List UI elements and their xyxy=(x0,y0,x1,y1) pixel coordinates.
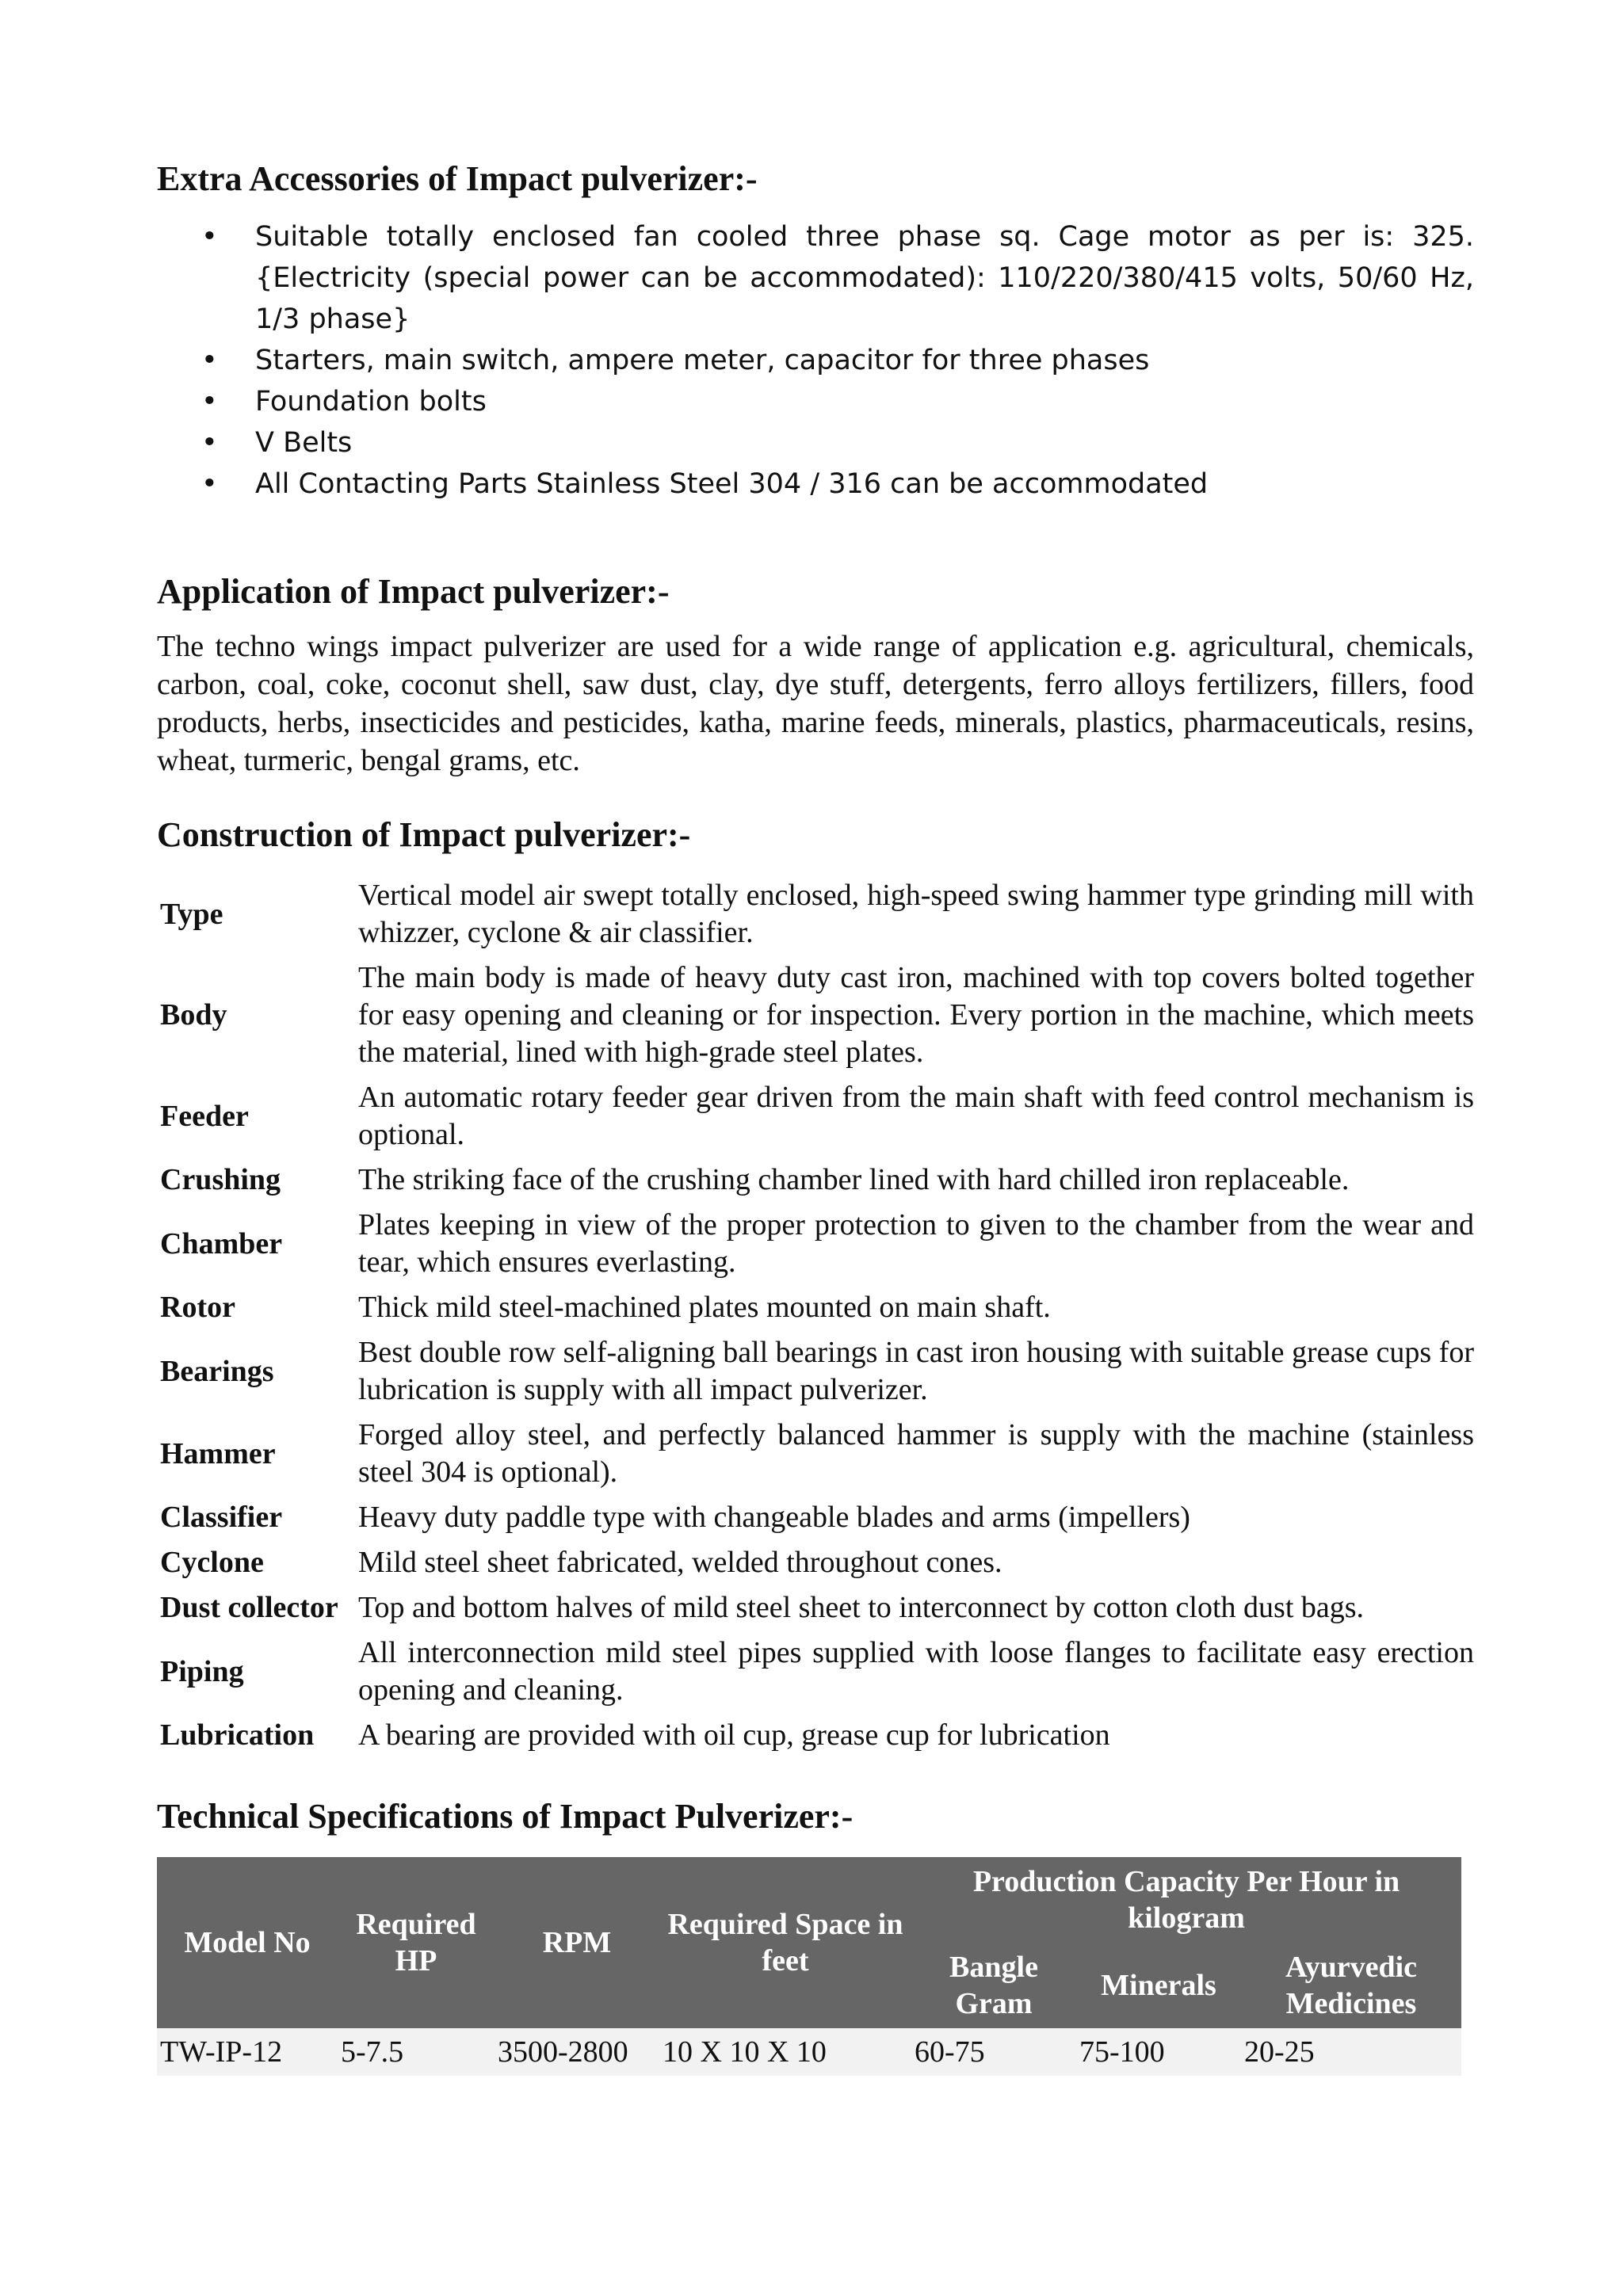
table-row xyxy=(157,1540,1474,1585)
cell-bangle: 60-75 xyxy=(911,2028,1076,2076)
construction-heading: Construction of Impact pulverizer:- xyxy=(157,814,691,854)
table-row xyxy=(157,873,1474,955)
document-page xyxy=(157,151,1474,2076)
accessories-section xyxy=(157,158,1474,505)
header-capacity: Production Capacity Per Hour in kilogram xyxy=(911,1857,1461,1943)
list-item xyxy=(157,422,1474,463)
specs-heading: Technical Specifications of Impact Pulverizer:- xyxy=(157,1797,854,1836)
header-bangle: Bangle Gram xyxy=(911,1943,1076,2028)
table-row xyxy=(157,1203,1474,1285)
application-section xyxy=(157,571,1474,780)
table-row xyxy=(157,2028,1461,2076)
table-row xyxy=(157,1285,1474,1330)
accessories-heading: Extra Accessories of Impact pulverizer:- xyxy=(157,159,758,198)
application-heading: Application of Impact pulverizer:- xyxy=(157,571,670,611)
row-label: Rotor xyxy=(160,1291,235,1325)
list-item xyxy=(157,340,1474,381)
table-row xyxy=(157,1413,1474,1495)
list-item-text: Suitable totally enclosed fan cooled three phase sq. Cage motor as per is: 325. {Electricity (special power can be accommodated): 110/220/380/415 volts, 50/60 Hz, 1/3 phase} xyxy=(255,220,1474,335)
row-value: An automatic rotary feeder gear driven from the main shaft with feed control mechanism is optional. xyxy=(358,1081,1474,1152)
bullet-icon: • xyxy=(201,344,218,376)
row-value: All interconnection mild steel pipes supplied with loose flanges to facilitate easy erection opening and cleaning. xyxy=(358,1636,1474,1707)
construction-section xyxy=(157,814,1474,1759)
bullet-icon: • xyxy=(201,220,218,253)
row-label: Body xyxy=(160,998,227,1032)
header-minerals: Minerals xyxy=(1076,1943,1241,2028)
row-value: Mild steel sheet fabricated, welded throughout cones. xyxy=(358,1546,1002,1580)
bullet-icon: • xyxy=(201,385,218,418)
table-row xyxy=(157,1330,1474,1413)
specs-table xyxy=(157,1857,1461,2076)
list-item xyxy=(157,216,1474,340)
table-row xyxy=(157,1713,1474,1758)
row-value: A bearing are provided with oil cup, grease cup for lubrication xyxy=(358,1718,1110,1753)
cell-ayurvedic: 20-25 xyxy=(1241,2028,1461,2076)
header-space: Required Space in feet xyxy=(659,1857,911,2028)
header-ayurvedic: Ayurvedic Medicines xyxy=(1241,1943,1461,2028)
list-item-text: Foundation bolts xyxy=(255,385,487,418)
application-paragraph: The techno wings impact pulverizer are used for a wide range of application e.g. agricultural, chemicals, carbon, coal, coke, coconut shell, saw dust, clay, dye stuff, detergents, ferro alloys fertilizers, fillers, food products, herbs, insecticides and pesticides, katha, marine feeds, minerals, plastics, pharmaceuticals, resins, wheat, turmeric, bengal grams, etc. xyxy=(157,629,1474,777)
row-label: Type xyxy=(160,897,223,931)
row-value: Vertical model air swept totally enclosed, high-speed swing hammer type grinding mill with whizzer, cyclone & air classifier. xyxy=(358,879,1474,950)
cell-space: 10 X 10 X 10 xyxy=(659,2028,911,2076)
list-item-text: All Contacting Parts Stainless Steel 304 / 316 can be accommodated xyxy=(255,467,1209,500)
row-label: Classifier xyxy=(160,1501,283,1535)
row-label: Hammer xyxy=(160,1436,276,1470)
row-label: Lubrication xyxy=(160,1718,315,1753)
table-row xyxy=(157,1630,1474,1713)
table-row xyxy=(157,1075,1474,1158)
row-label: Cyclone xyxy=(160,1546,264,1580)
specs-section xyxy=(157,1796,1474,2076)
bullet-icon: • xyxy=(201,426,218,459)
accessories-list xyxy=(157,216,1474,505)
row-label: Chamber xyxy=(160,1226,283,1261)
row-label: Bearings xyxy=(160,1354,274,1388)
row-label: Feeder xyxy=(160,1099,249,1133)
row-label: Crushing xyxy=(160,1163,281,1197)
list-item-text: Starters, main switch, ampere meter, capacitor for three phases xyxy=(255,344,1150,376)
cell-minerals: 75-100 xyxy=(1076,2028,1241,2076)
row-label: Piping xyxy=(160,1654,244,1688)
table-row xyxy=(157,955,1474,1075)
cell-model: TW-IP-12 xyxy=(157,2028,338,2076)
header-hp: Required HP xyxy=(338,1857,495,2028)
row-value: Forged alloy steel, and perfectly balanced hammer is supply with the machine (stainless steel 304 is optional). xyxy=(358,1418,1474,1489)
table-row xyxy=(157,1585,1474,1630)
row-label: Dust collector xyxy=(160,1591,338,1625)
cell-hp: 5-7.5 xyxy=(338,2028,495,2076)
row-value: Best double row self-aligning ball bearings in cast iron housing with suitable grease cups for lubrication is supply with all impact pulverizer. xyxy=(358,1336,1474,1407)
row-value: Heavy duty paddle type with changeable blades and arms (impellers) xyxy=(358,1501,1190,1535)
row-value: Thick mild steel-machined plates mounted on main shaft. xyxy=(358,1291,1051,1325)
header-row xyxy=(157,1857,1461,1943)
table-row xyxy=(157,1158,1474,1203)
bullet-icon: • xyxy=(201,467,218,500)
construction-table xyxy=(157,873,1474,1758)
table-row xyxy=(157,1495,1474,1540)
list-item xyxy=(157,463,1474,505)
row-value: Top and bottom halves of mild steel sheet to interconnect by cotton cloth dust bags. xyxy=(358,1591,1365,1625)
header-rpm: RPM xyxy=(495,1857,659,2028)
row-value: The main body is made of heavy duty cast iron, machined with top covers bolted together for easy opening and cleaning or for inspection. Every portion in the machine, which meets the material, lined with high-grade steel plates. xyxy=(358,961,1474,1070)
list-item-text: V Belts xyxy=(255,426,353,459)
row-value: Plates keeping in view of the proper protection to given to the chamber from the wear and tear, which ensures everlasting. xyxy=(358,1208,1474,1280)
row-value: The striking face of the crushing chamber lined with hard chilled iron replaceable. xyxy=(358,1163,1350,1197)
list-item xyxy=(157,381,1474,422)
cell-rpm: 3500-2800 xyxy=(495,2028,659,2076)
header-model: Model No xyxy=(157,1857,338,2028)
